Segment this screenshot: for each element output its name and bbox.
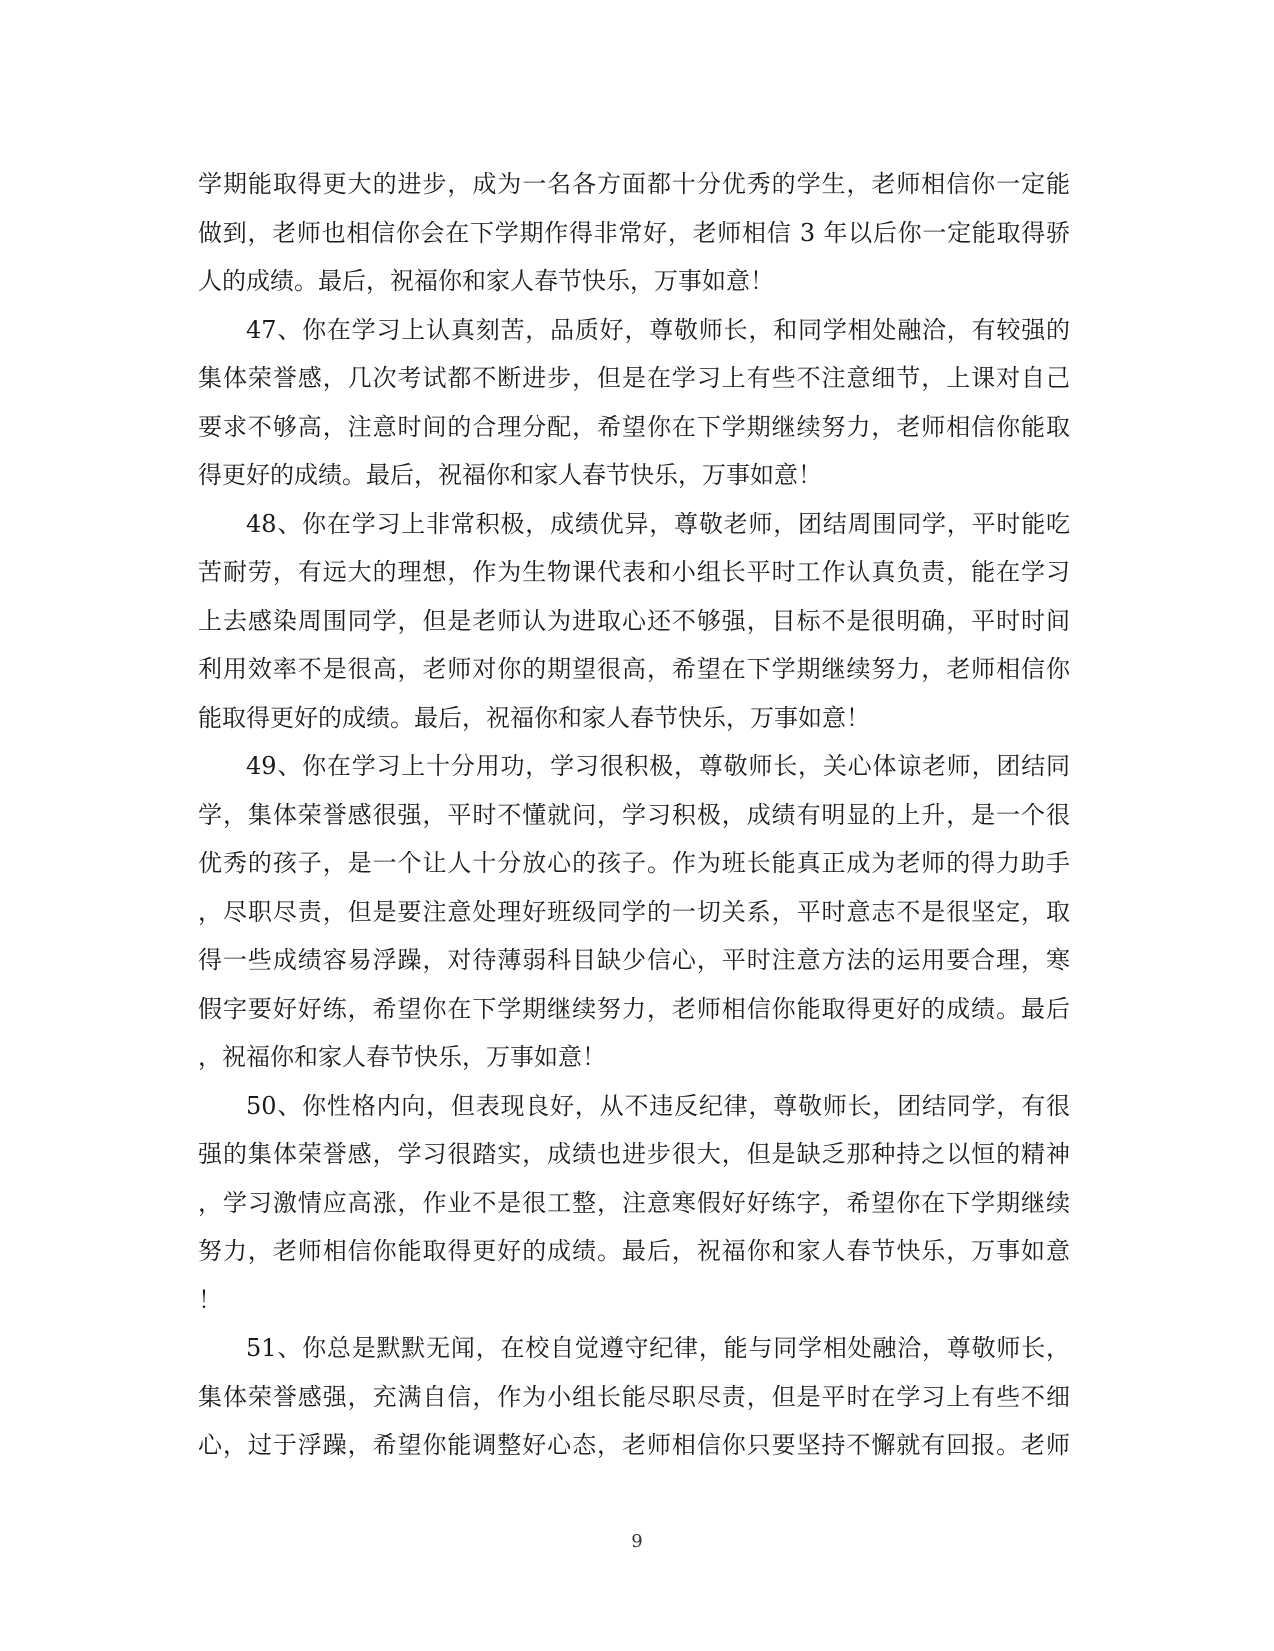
text-line: 49、你在学习上十分用功，学习很积极，尊敬师长，关心体谅老师，团结同	[246, 752, 1070, 780]
page-number: 9	[631, 1531, 643, 1552]
text-line: ！	[198, 1285, 222, 1314]
text-line: 上去感染周围同学，但是老师认为进取心还不够强，目标不是很明确，平时时间	[198, 606, 1070, 635]
text-line: 心，过于浮躁，希望你能调整好心态，老师相信你只要坚持不懈就有回报。老师	[198, 1431, 1070, 1459]
body-text	[198, 160, 1070, 1470]
text-line: 苦耐劳，有远大的理想，作为生物课代表和小组长平时工作认真负责，能在学习	[198, 558, 1070, 586]
text-line: 能取得更好的成绩。最后，祝福你和家人春节快乐，万事如意！	[198, 703, 870, 732]
text-line: 强的集体荣誉感，学习很踏实，成绩也进步很大，但是缺乏那种持之以恒的精神	[198, 1140, 1070, 1168]
text-line: 假字要好好练，希望你在下学期继续努力，老师相信你能取得更好的成绩。最后	[198, 994, 1070, 1023]
text-line: 51、你总是默默无闻，在校自觉遵守纪律，能与同学相处融洽，尊敬师长，	[246, 1334, 1070, 1362]
text-line: 人的成绩。最后，祝福你和家人春节快乐，万事如意！	[198, 267, 774, 295]
text-line: 努力，老师相信你能取得更好的成绩。最后，祝福你和家人春节快乐，万事如意	[198, 1237, 1070, 1265]
text-line: 48、你在学习上非常积极，成绩优异，尊敬老师，团结周围同学，平时能吃	[246, 509, 1070, 538]
text-line: 学，集体荣誉感很强，平时不懂就问，学习积极，成绩有明显的上升，是一个很	[198, 800, 1070, 829]
text-line: 集体荣誉感强，充满自信，作为小组长能尽职尽责，但是平时在学习上有些不细	[198, 1382, 1070, 1411]
text-line: 优秀的孩子，是一个让人十分放心的孩子。作为班长能真正成为老师的得力助手	[198, 849, 1070, 877]
text-line: 得一些成绩容易浮躁，对待薄弱科目缺少信心，平时注意方法的运用要合理，寒	[198, 946, 1070, 974]
text-line: 要求不够高，注意时间的合理分配，希望你在下学期继续努力，老师相信你能取	[198, 412, 1070, 441]
text-line: 做到，老师也相信你会在下学期作得非常好，老师相信 3 年以后你一定能取得骄	[198, 218, 1070, 247]
text-line: 47、你在学习上认真刻苦，品质好，尊敬师长，和同学相处融洽，有较强的	[246, 315, 1070, 344]
text-line: 得更好的成绩。最后，祝福你和家人春节快乐，万事如意！	[198, 461, 822, 489]
text-line: ，尽职尽责，但是要注意处理好班级同学的一切关系，平时意志不是很坚定，取	[198, 897, 1070, 926]
text-line: 集体荣誉感，几次考试都不断进步，但是在学习上有些不注意细节，上课对自己	[198, 364, 1070, 392]
text-line: 学期能取得更大的进步，成为一名各方面都十分优秀的学生，老师相信你一定能	[198, 170, 1070, 198]
text-line: 50、你性格内向，但表现良好，从不违反纪律，尊敬师长，团结同学，有很	[246, 1091, 1070, 1120]
text-line: 利用效率不是很高，老师对你的期望很高，希望在下学期继续努力，老师相信你	[198, 655, 1070, 683]
text-line: ，学习激情应高涨，作业不是很工整，注意寒假好好练字，希望你在下学期继续	[198, 1188, 1070, 1217]
text-line: ，祝福你和家人春节快乐，万事如意！	[198, 1043, 606, 1071]
